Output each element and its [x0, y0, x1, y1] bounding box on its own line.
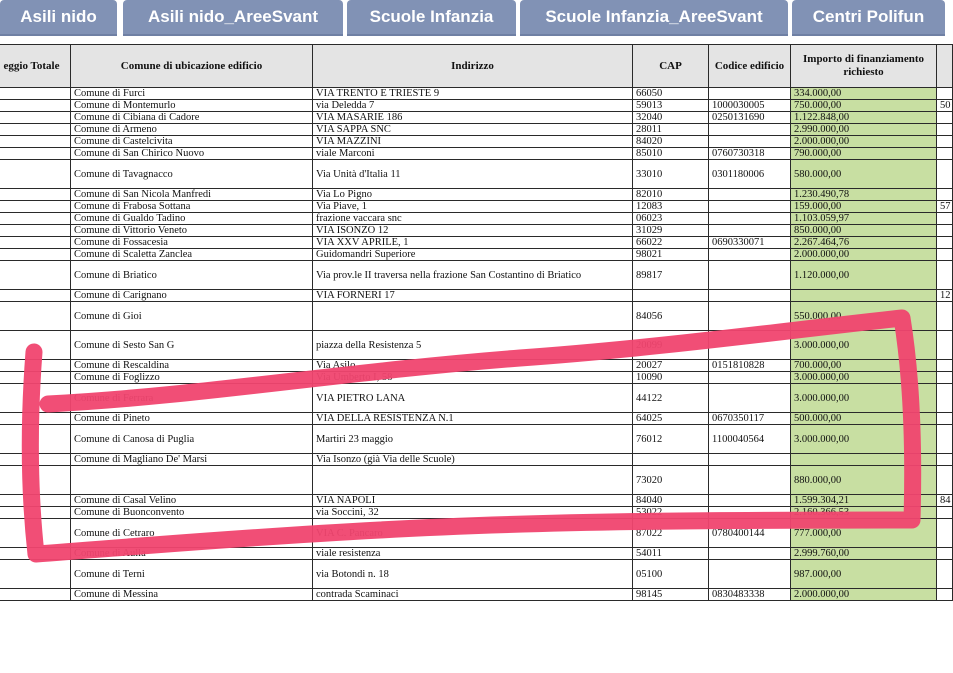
punteggio-cell[interactable]	[0, 201, 71, 213]
comune-cell[interactable]: Comune di Casal Velino	[71, 495, 313, 507]
importo-cell[interactable]: 3.000.000,00	[791, 372, 937, 384]
header-row	[0, 45, 953, 88]
importo-cell[interactable]: 1.599.304,21	[791, 495, 937, 507]
indirizzo-cell[interactable]: Via prov.le II traversa nella frazione San Costantino di Briatico	[313, 261, 633, 290]
importo-cell[interactable]: 880.000,00	[791, 466, 937, 495]
codice-cell[interactable]	[709, 124, 791, 136]
importo-cell[interactable]: 790.000,00	[791, 148, 937, 160]
punteggio-cell[interactable]	[0, 189, 71, 201]
extra-cell[interactable]	[937, 148, 953, 160]
extra-cell[interactable]	[937, 466, 953, 495]
punteggio-cell[interactable]	[0, 136, 71, 148]
extra-cell[interactable]	[937, 261, 953, 290]
cap-cell[interactable]: 32040	[633, 112, 709, 124]
comune-cell[interactable]: Comune di San Nicola Manfredi	[71, 189, 313, 201]
header-importo[interactable]: Importo di finanziamento richiesto	[791, 45, 937, 88]
table-row[interactable]	[0, 136, 953, 148]
punteggio-cell[interactable]	[0, 290, 71, 302]
comune-cell[interactable]: Comune di San Chirico Nuovo	[71, 148, 313, 160]
importo-cell[interactable]	[791, 290, 937, 302]
punteggio-cell[interactable]	[0, 249, 71, 261]
comune-cell[interactable]: Comune di Castelcivita	[71, 136, 313, 148]
indirizzo-cell[interactable]: Guidomandri Superiore	[313, 249, 633, 261]
punteggio-cell[interactable]	[0, 507, 71, 519]
cap-cell[interactable]: 85010	[633, 148, 709, 160]
table-row[interactable]	[0, 560, 953, 589]
extra-cell[interactable]	[937, 413, 953, 425]
extra-cell[interactable]: 57	[937, 201, 953, 213]
extra-cell[interactable]	[937, 136, 953, 148]
comune-cell[interactable]: Comune di Tavagnacco	[71, 160, 313, 189]
table-row[interactable]	[0, 519, 953, 548]
comune-cell[interactable]: Comune di Vittorio Veneto	[71, 225, 313, 237]
importo-cell[interactable]: 2.000.000,00	[791, 136, 937, 148]
importo-cell[interactable]: 1.230.490,78	[791, 189, 937, 201]
importo-cell[interactable]	[791, 454, 937, 466]
punteggio-cell[interactable]	[0, 466, 71, 495]
punteggio-cell[interactable]	[0, 213, 71, 225]
extra-cell[interactable]	[937, 160, 953, 189]
table-row[interactable]	[0, 372, 953, 384]
codice-cell[interactable]	[709, 507, 791, 519]
punteggio-cell[interactable]	[0, 88, 71, 100]
codice-cell[interactable]: 0250131690	[709, 112, 791, 124]
cap-cell[interactable]	[633, 290, 709, 302]
comune-cell[interactable]: Comune di Fossacesia	[71, 237, 313, 249]
codice-cell[interactable]: 0780400144	[709, 519, 791, 548]
codice-cell[interactable]: 0670350117	[709, 413, 791, 425]
cap-cell[interactable]: 28011	[633, 124, 709, 136]
indirizzo-cell[interactable]: frazione vaccara snc	[313, 213, 633, 225]
codice-cell[interactable]: 1100040564	[709, 425, 791, 454]
cap-cell[interactable]: 98021	[633, 249, 709, 261]
codice-cell[interactable]: 0760730318	[709, 148, 791, 160]
indirizzo-cell[interactable]: viale resistenza	[313, 548, 633, 560]
extra-cell[interactable]	[937, 360, 953, 372]
punteggio-cell[interactable]	[0, 237, 71, 249]
cap-cell[interactable]: 12083	[633, 201, 709, 213]
indirizzo-cell[interactable]: VIA DELLA RESISTENZA N.1	[313, 413, 633, 425]
cap-cell[interactable]: 31029	[633, 225, 709, 237]
codice-cell[interactable]	[709, 136, 791, 148]
indirizzo-cell[interactable]: Via Unità d'Italia 11	[313, 160, 633, 189]
importo-cell[interactable]: 550.000,00	[791, 302, 937, 331]
indirizzo-cell[interactable]: piazza della Resistenza 5	[313, 331, 633, 360]
table-row[interactable]	[0, 548, 953, 560]
table-row[interactable]	[0, 237, 953, 249]
cap-cell[interactable]: 33010	[633, 160, 709, 189]
comune-cell[interactable]: Comune di Armeno	[71, 124, 313, 136]
importo-cell[interactable]: 700.000,00	[791, 360, 937, 372]
indirizzo-cell[interactable]: VIA C. Pancaro	[313, 519, 633, 548]
table-row[interactable]	[0, 124, 953, 136]
cap-cell[interactable]: 05100	[633, 560, 709, 589]
punteggio-cell[interactable]	[0, 160, 71, 189]
cap-cell[interactable]: 44122	[633, 384, 709, 413]
punteggio-cell[interactable]	[0, 495, 71, 507]
cap-cell[interactable]	[633, 454, 709, 466]
codice-cell[interactable]	[709, 548, 791, 560]
extra-cell[interactable]	[937, 454, 953, 466]
punteggio-cell[interactable]	[0, 519, 71, 548]
codice-cell[interactable]	[709, 384, 791, 413]
cap-cell[interactable]: 82010	[633, 189, 709, 201]
extra-cell[interactable]	[937, 589, 953, 601]
importo-cell[interactable]: 850.000,00	[791, 225, 937, 237]
table-row[interactable]	[0, 112, 953, 124]
header-punteggio-totale[interactable]: eggio Totale	[0, 45, 71, 88]
table-row[interactable]	[0, 213, 953, 225]
extra-cell[interactable]	[937, 213, 953, 225]
comune-cell[interactable]	[71, 466, 313, 495]
importo-cell[interactable]: 1.120.000,00	[791, 261, 937, 290]
comune-cell[interactable]: Comune di Foglizzo	[71, 372, 313, 384]
importo-cell[interactable]: 1.122.848,00	[791, 112, 937, 124]
extra-cell[interactable]: 84	[937, 495, 953, 507]
tab-asili-nido-areesvant[interactable]: Asili nido_AreeSvant	[123, 0, 343, 36]
comune-cell[interactable]: Comune di Scaletta Zanclea	[71, 249, 313, 261]
comune-cell[interactable]: Comune di Cetraro	[71, 519, 313, 548]
cap-cell[interactable]: 06023	[633, 213, 709, 225]
table-row[interactable]	[0, 454, 953, 466]
punteggio-cell[interactable]	[0, 560, 71, 589]
importo-cell[interactable]: 987.000,00	[791, 560, 937, 589]
table-row[interactable]	[0, 261, 953, 290]
punteggio-cell[interactable]	[0, 112, 71, 124]
header-cap[interactable]: CAP	[633, 45, 709, 88]
indirizzo-cell[interactable]: VIA FORNERI 17	[313, 290, 633, 302]
indirizzo-cell[interactable]: Via Piave, 1	[313, 201, 633, 213]
punteggio-cell[interactable]	[0, 302, 71, 331]
punteggio-cell[interactable]	[0, 148, 71, 160]
indirizzo-cell[interactable]: VIA NAPOLI	[313, 495, 633, 507]
tab-centri-polifun[interactable]: Centri Polifun	[792, 0, 945, 36]
tab-scuole-infanzia[interactable]: Scuole Infanzia	[347, 0, 516, 36]
importo-cell[interactable]: 2.000.000,00	[791, 589, 937, 601]
cap-cell[interactable]: 66050	[633, 88, 709, 100]
header-comune[interactable]: Comune di ubicazione edificio	[71, 45, 313, 88]
indirizzo-cell[interactable]	[313, 302, 633, 331]
indirizzo-cell[interactable]: Via Umberto I, 58	[313, 372, 633, 384]
comune-cell[interactable]: Comune di Magliano De' Marsi	[71, 454, 313, 466]
codice-cell[interactable]: 0690330071	[709, 237, 791, 249]
comune-cell[interactable]: Comune di Terni	[71, 560, 313, 589]
comune-cell[interactable]: Comune di Sesto San G	[71, 331, 313, 360]
cap-cell[interactable]: 84040	[633, 495, 709, 507]
importo-cell[interactable]: 2.999.760,00	[791, 548, 937, 560]
table-row[interactable]	[0, 495, 953, 507]
extra-cell[interactable]: 50	[937, 100, 953, 112]
extra-cell[interactable]	[937, 507, 953, 519]
codice-cell[interactable]	[709, 189, 791, 201]
cap-cell[interactable]: 20099	[633, 331, 709, 360]
cap-cell[interactable]: 66022	[633, 237, 709, 249]
punteggio-cell[interactable]	[0, 124, 71, 136]
importo-cell[interactable]: 2.000.000,00	[791, 249, 937, 261]
punteggio-cell[interactable]	[0, 454, 71, 466]
indirizzo-cell[interactable]: VIA PIETRO LANA	[313, 384, 633, 413]
punteggio-cell[interactable]	[0, 331, 71, 360]
codice-cell[interactable]	[709, 560, 791, 589]
table-row[interactable]	[0, 425, 953, 454]
importo-cell[interactable]: 750.000,00	[791, 100, 937, 112]
codice-cell[interactable]	[709, 201, 791, 213]
table-row[interactable]	[0, 189, 953, 201]
importo-cell[interactable]: 3.000.000,00	[791, 331, 937, 360]
codice-cell[interactable]	[709, 261, 791, 290]
extra-cell[interactable]	[937, 560, 953, 589]
table-row[interactable]	[0, 225, 953, 237]
indirizzo-cell[interactable]: Via Asilo	[313, 360, 633, 372]
tab-scuole-infanzia-areesvant[interactable]: Scuole Infanzia_AreeSvant	[520, 0, 788, 36]
codice-cell[interactable]	[709, 454, 791, 466]
codice-cell[interactable]	[709, 466, 791, 495]
punteggio-cell[interactable]	[0, 384, 71, 413]
punteggio-cell[interactable]	[0, 225, 71, 237]
cap-cell[interactable]: 54011	[633, 548, 709, 560]
comune-cell[interactable]: Comune di Frabosa Sottana	[71, 201, 313, 213]
table-row[interactable]	[0, 88, 953, 100]
extra-cell[interactable]	[937, 237, 953, 249]
comune-cell[interactable]: Comune di Pineto	[71, 413, 313, 425]
cap-cell[interactable]: 98145	[633, 589, 709, 601]
indirizzo-cell[interactable]: via Soccini, 32	[313, 507, 633, 519]
comune-cell[interactable]: Comune di Montemurlo	[71, 100, 313, 112]
funding-table	[0, 44, 953, 601]
punteggio-cell[interactable]	[0, 360, 71, 372]
table-row[interactable]	[0, 589, 953, 601]
extra-cell[interactable]	[937, 425, 953, 454]
extra-cell[interactable]	[937, 548, 953, 560]
importo-cell[interactable]: 334.000,00	[791, 88, 937, 100]
extra-cell[interactable]	[937, 189, 953, 201]
codice-cell[interactable]	[709, 88, 791, 100]
codice-cell[interactable]	[709, 495, 791, 507]
indirizzo-cell[interactable]: Via Lo Pigno	[313, 189, 633, 201]
extra-cell[interactable]	[937, 88, 953, 100]
cap-cell[interactable]: 76012	[633, 425, 709, 454]
cap-cell[interactable]: 84020	[633, 136, 709, 148]
importo-cell[interactable]: 580.000,00	[791, 160, 937, 189]
cap-cell[interactable]: 73020	[633, 466, 709, 495]
extra-cell[interactable]	[937, 124, 953, 136]
codice-cell[interactable]	[709, 331, 791, 360]
indirizzo-cell[interactable]: via Deledda 7	[313, 100, 633, 112]
codice-cell[interactable]	[709, 290, 791, 302]
punteggio-cell[interactable]	[0, 548, 71, 560]
cap-cell[interactable]: 20027	[633, 360, 709, 372]
importo-cell[interactable]: 3.000.000,00	[791, 425, 937, 454]
importo-cell[interactable]: 1.103.059,97	[791, 213, 937, 225]
header-codice-edificio[interactable]: Codice edificio	[709, 45, 791, 88]
codice-cell[interactable]: 0151810828	[709, 360, 791, 372]
codice-cell[interactable]	[709, 302, 791, 331]
indirizzo-cell[interactable]: VIA SAPPA SNC	[313, 124, 633, 136]
extra-cell[interactable]	[937, 302, 953, 331]
comune-cell[interactable]: Comune di Ferrara	[71, 384, 313, 413]
importo-cell[interactable]: 500.000,00	[791, 413, 937, 425]
extra-cell[interactable]	[937, 384, 953, 413]
indirizzo-cell[interactable]: contrada Scaminaci	[313, 589, 633, 601]
table-row[interactable]	[0, 100, 953, 112]
codice-cell[interactable]: 0830483338	[709, 589, 791, 601]
extra-cell[interactable]: 12	[937, 290, 953, 302]
punteggio-cell[interactable]	[0, 372, 71, 384]
importo-cell[interactable]: 3.000.000,00	[791, 384, 937, 413]
extra-cell[interactable]	[937, 372, 953, 384]
codice-cell[interactable]	[709, 213, 791, 225]
header-indirizzo[interactable]: Indirizzo	[313, 45, 633, 88]
comune-cell[interactable]: Comune di Buonconvento	[71, 507, 313, 519]
indirizzo-cell[interactable]: VIA XXV APRILE, 1	[313, 237, 633, 249]
extra-cell[interactable]	[937, 225, 953, 237]
comune-cell[interactable]: Comune di Gualdo Tadino	[71, 213, 313, 225]
importo-cell[interactable]: 2.160.366,53	[791, 507, 937, 519]
indirizzo-cell[interactable]: viale Marconi	[313, 148, 633, 160]
indirizzo-cell[interactable]	[313, 466, 633, 495]
punteggio-cell[interactable]	[0, 413, 71, 425]
comune-cell[interactable]: Comune di Gioi	[71, 302, 313, 331]
codice-cell[interactable]	[709, 225, 791, 237]
indirizzo-cell[interactable]: Via Isonzo (già Via delle Scuole)	[313, 454, 633, 466]
indirizzo-cell[interactable]: VIA TRENTO E TRIESTE 9	[313, 88, 633, 100]
importo-cell[interactable]: 159.000,00	[791, 201, 937, 213]
table-row[interactable]	[0, 360, 953, 372]
comune-cell[interactable]: Comune di Canosa di Puglia	[71, 425, 313, 454]
indirizzo-cell[interactable]: VIA ISONZO 12	[313, 225, 633, 237]
codice-cell[interactable]	[709, 372, 791, 384]
punteggio-cell[interactable]	[0, 100, 71, 112]
cap-cell[interactable]: 53022	[633, 507, 709, 519]
cap-cell[interactable]: 84056	[633, 302, 709, 331]
table-row[interactable]	[0, 413, 953, 425]
extra-cell[interactable]	[937, 112, 953, 124]
cap-cell[interactable]: 59013	[633, 100, 709, 112]
importo-cell[interactable]: 2.990.000,00	[791, 124, 937, 136]
extra-cell[interactable]	[937, 331, 953, 360]
table-row[interactable]	[0, 160, 953, 189]
table-row[interactable]	[0, 290, 953, 302]
cap-cell[interactable]: 64025	[633, 413, 709, 425]
importo-cell[interactable]: 777.000,00	[791, 519, 937, 548]
extra-cell[interactable]	[937, 519, 953, 548]
sheet-tab-bar	[0, 0, 945, 38]
punteggio-cell[interactable]	[0, 589, 71, 601]
codice-cell[interactable]: 1000030005	[709, 100, 791, 112]
codice-cell[interactable]	[709, 249, 791, 261]
importo-cell[interactable]: 2.267.464,76	[791, 237, 937, 249]
header-extra[interactable]	[937, 45, 953, 88]
table-row[interactable]	[0, 384, 953, 413]
table-row[interactable]	[0, 201, 953, 213]
punteggio-cell[interactable]	[0, 425, 71, 454]
indirizzo-cell[interactable]: VIA MASARIE 186	[313, 112, 633, 124]
extra-cell[interactable]	[937, 249, 953, 261]
indirizzo-cell[interactable]: VIA MAZZINI	[313, 136, 633, 148]
comune-cell[interactable]: Comune di Furci	[71, 88, 313, 100]
comune-cell[interactable]: Comune di Briatico	[71, 261, 313, 290]
cap-cell[interactable]: 89817	[633, 261, 709, 290]
cap-cell[interactable]: 87022	[633, 519, 709, 548]
tab-asili-nido[interactable]: Asili nido	[0, 0, 117, 36]
indirizzo-cell[interactable]: Martiri 23 maggio	[313, 425, 633, 454]
comune-cell[interactable]: Comune di Messina	[71, 589, 313, 601]
codice-cell[interactable]: 0301180006	[709, 160, 791, 189]
table-row[interactable]	[0, 331, 953, 360]
comune-cell[interactable]: Comune di Cibiana di Cadore	[71, 112, 313, 124]
comune-cell[interactable]: Comune di Carignano	[71, 290, 313, 302]
punteggio-cell[interactable]	[0, 261, 71, 290]
comune-cell[interactable]: Comune di Aulla	[71, 548, 313, 560]
table-row[interactable]	[0, 507, 953, 519]
indirizzo-cell[interactable]: via Botondi n. 18	[313, 560, 633, 589]
table-row[interactable]	[0, 148, 953, 160]
table-row[interactable]	[0, 466, 953, 495]
table-row[interactable]	[0, 249, 953, 261]
table-row[interactable]	[0, 302, 953, 331]
cap-cell[interactable]: 10090	[633, 372, 709, 384]
comune-cell[interactable]: Comune di Rescaldina	[71, 360, 313, 372]
